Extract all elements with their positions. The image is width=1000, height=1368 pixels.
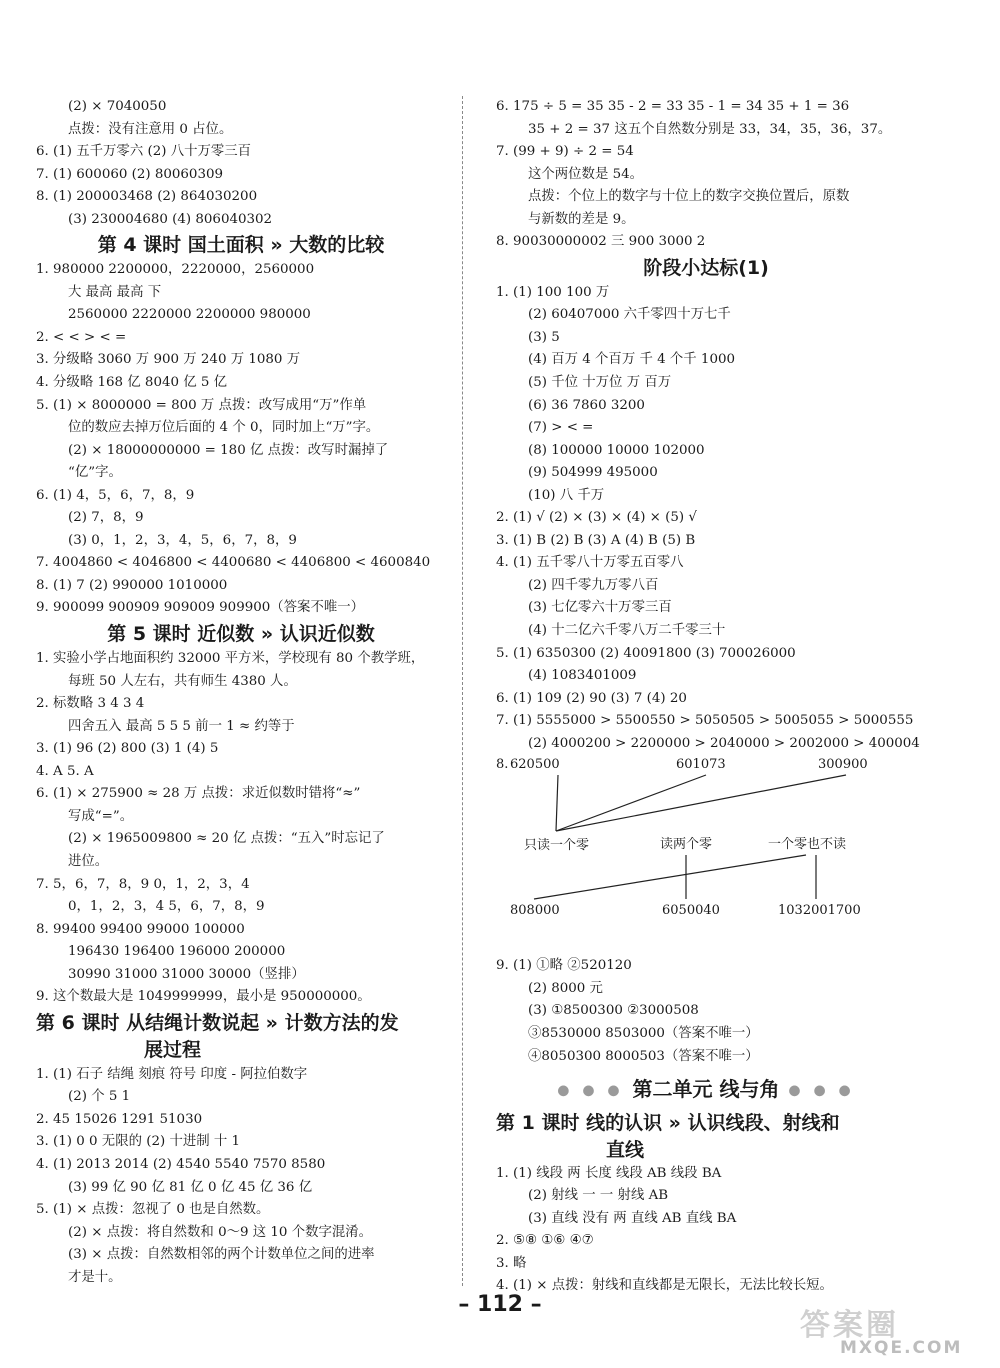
answer-item: 6. (1) 109 (2) 90 (3) 7 (4) 20: [496, 690, 687, 706]
lesson-heading: 阶段小达标(1): [643, 256, 769, 279]
answer-item: 3. 略: [496, 1255, 527, 1271]
right-bottom-section: [496, 955, 916, 1298]
answer-item: 3. 分级略 3060 万 900 万 240 万 1080 万: [36, 352, 301, 368]
right-top-section: [496, 96, 920, 755]
answer-item: 5. (1) × 点拨：忽视了 0 也是自然数。: [36, 1202, 270, 1218]
answer-item: 1. (1) 线段 两 长度 线段 AB 线段 BA: [496, 1165, 722, 1181]
answer-item: 4. (1) 2013 2014 (2) 4540 5540 7570 8580: [36, 1156, 326, 1172]
answer-item: 9. (1) ①略 ②520120: [496, 958, 632, 974]
right-column: [496, 96, 920, 1298]
answer-item: 2. 45 15026 1291 51030: [36, 1111, 203, 1127]
answer-subline: (4) 1083401009: [528, 668, 637, 684]
diagram-question-number: 8.: [496, 757, 509, 773]
lesson-heading: 第 1 课时 线的认识 » 认识线段、射线和: [496, 1111, 840, 1134]
answer-subline: 0，1，2，3，4 5，6，7，8，9: [68, 899, 265, 915]
answer-subline: (2) 8000 元: [528, 980, 603, 996]
answer-subline: (6) 36 7860 3200: [528, 397, 645, 413]
answer-subline: ④8050300 8000503（答案不唯一）: [528, 1048, 759, 1064]
answer-item: 9. 这个数最大是 1049999999，最小是 950000000。: [36, 989, 371, 1005]
lesson-heading: 第 4 课时 国土面积 » 大数的比较: [97, 234, 385, 257]
answer-item: 2. 标数略 3 4 3 4: [36, 696, 145, 712]
answer-item: 5. (1) × 8000000 = 800 万 点拨：改写成用“万”作单: [36, 397, 367, 413]
answer-item: 6. (1) 五千万零六 (2) 八十万零三百: [36, 144, 252, 160]
answer-subline: 点拨：个位上的数字与十位上的数字交换位置后，原数: [528, 189, 850, 205]
answer-subline: (2) 60407000 六千零四十万七千: [528, 307, 731, 323]
answer-subline: (3) 七亿零六十万零三百: [528, 600, 672, 616]
answer-item: 4. (1) 五千零八十万零五百零八: [496, 555, 684, 571]
answer-subline: (4) 百万 4 个百万 千 4 个千 1000: [528, 352, 736, 368]
answer-item: 3. (1) 0 0 无限的 (2) 十进制 十 1: [36, 1134, 241, 1150]
answer-item: 1. (1) 石子 结绳 刻痕 符号 印度 - 阿拉伯数字: [36, 1066, 308, 1082]
answer-subline: 每班 50 人左右，共有师生 4380 人。: [68, 673, 297, 689]
answer-subline: (2) 4000200 > 2200000 > 2040000 > 2002000 > 400004: [528, 735, 920, 751]
page-number: – 112 –: [458, 1292, 542, 1317]
answer-subline: (3) 0，1，2，3，4，5，6，7，8，9: [68, 532, 297, 548]
answer-subline: (2) × 1965009800 ≈ 20 亿 点拨：“五入”时忘记了: [68, 831, 385, 847]
answer-item: 1. (1) 100 100 万: [496, 284, 610, 300]
answer-subline: (5) 千位 十万位 万 百万: [528, 375, 672, 391]
answer-item: 8. (1) 7 (2) 990000 1010000: [36, 577, 228, 593]
answer-item: 7. (1) 5555000 > 5500550 > 5050505 > 5005055 > 5000555: [496, 713, 914, 729]
answer-subline: (9) 504999 495000: [528, 465, 658, 481]
answer-item: 8. 90030000002 三 900 3000 2: [496, 234, 706, 250]
answer-item: 7. (99 + 9) ÷ 2 = 54: [496, 144, 634, 160]
answer-subline: (10) 八 千万: [528, 487, 605, 503]
answer-subline: 与新数的差是 9。: [528, 211, 635, 227]
answer-subline: (2) 射线 一 一 射线 AB: [528, 1188, 669, 1204]
answer-item: 8. (1) 200003468 (2) 864030200: [36, 189, 258, 205]
answer-subline: 写成“=”。: [68, 808, 134, 824]
answer-subline: “亿”字。: [68, 465, 122, 481]
diagram-lines: [496, 755, 916, 955]
diagram-bottom-number: 6050040: [662, 903, 720, 919]
left-column: [36, 96, 446, 1289]
diagram-reading-category: 只读一个零: [524, 838, 590, 854]
lesson-heading-continued: 直线: [606, 1138, 645, 1161]
answer-subline: 这个两位数是 54。: [528, 166, 644, 182]
answer-subline: (2) × 7040050: [68, 99, 167, 114]
answer-subline: (3) 5: [528, 329, 560, 345]
answer-item: 4. 分级略 168 亿 8040 亿 5 亿: [36, 375, 228, 391]
diagram-top-number: 620500: [510, 757, 560, 773]
answer-subline: (2) 个 5 1: [68, 1089, 131, 1105]
column-divider: [462, 96, 463, 1286]
answer-item: 8. 99400 99400 99000 100000: [36, 921, 245, 937]
lesson-heading: 第 5 课时 近似数 » 认识近似数: [107, 623, 375, 646]
answer-subline: (2) 四千零九万零八百: [528, 577, 659, 593]
answer-item: 2. (1) √ (2) × (3) × (4) × (5) √: [496, 510, 697, 526]
answer-item: 2. < < > < =: [36, 329, 127, 345]
answer-item: 2. ⑤⑧ ①⑥ ④⑦: [496, 1233, 594, 1249]
answer-item: 3. (1) 96 (2) 800 (3) 1 (4) 5: [36, 741, 219, 757]
answer-subline: 才是十。: [68, 1269, 122, 1285]
answer-subline: 35 + 2 = 37 这五个自然数分别是 33，34，35，36，37。: [528, 121, 892, 137]
lesson-heading: 第 6 课时 从结绳计数说起 » 计数方法的发: [36, 1011, 399, 1034]
diagram-bottom-number: 1032001700: [778, 903, 861, 919]
matching-diagram: [496, 755, 916, 955]
answer-item: 7. (1) 600060 (2) 80060309: [36, 166, 224, 182]
answer-item: 3. (1) B (2) B (3) A (4) B (5) B: [496, 532, 696, 548]
answer-subline: (3) 99 亿 90 亿 81 亿 0 亿 45 亿 36 亿: [68, 1179, 313, 1195]
connector-line: [534, 855, 806, 899]
answer-subline: 进位。: [68, 853, 109, 869]
unit-dots-right: ● ● ●: [779, 1082, 855, 1099]
answer-subline: 2560000 2220000 2200000 980000: [68, 307, 311, 323]
answer-subline: (3) 230004680 (4) 806040302: [68, 211, 273, 227]
diagram-top-number: 300900: [818, 757, 868, 773]
answer-item: 6. (1) × 275900 ≈ 28 万 点拨：求近似数时错将“≈”: [36, 786, 361, 802]
diagram-reading-category: 一个零也不读: [768, 837, 847, 853]
answer-item: 6. (1) 4，5，6，7，8，9: [36, 487, 195, 503]
answer-subline: 四舍五入 最高 5 5 5 前一 1 ≈ 约等于: [68, 718, 295, 734]
unit-title: 第二单元 线与角: [632, 1077, 780, 1102]
answer-item: 4. A 5. A: [36, 763, 94, 779]
diagram-reading-category: 读两个零: [660, 837, 713, 853]
watermark-site: MXQE.COM: [840, 1338, 963, 1358]
answer-item: 4. (1) × 点拨：射线和直线都是无限长，无法比较长短。: [496, 1278, 833, 1294]
connector-line: [556, 775, 846, 831]
answer-subline: (3) × 点拨：自然数相邻的两个计数单位之间的进率: [68, 1247, 375, 1263]
watermark: [800, 1300, 990, 1360]
answer-subline: (4) 十二亿六千零八万二千零三十: [528, 623, 726, 639]
answer-item: 9. 900099 900909 909009 909900（答案不唯一）: [36, 600, 365, 616]
diagram-bottom-number: 808000: [510, 903, 560, 919]
answer-item: 7. 5，6，7，8，9 0，1，2，3，4: [36, 876, 250, 892]
answer-subline: 位的数应去掉万位后面的 4 个 0，同时加上“万”字。: [68, 420, 380, 436]
answer-subline: 30990 31000 31000 30000（竖排）: [68, 966, 305, 982]
answer-subline: (2) × 18000000000 = 180 亿 点拨：改写时漏掉了: [68, 442, 389, 458]
answer-subline: ③8530000 8503000（答案不唯一）: [528, 1025, 759, 1041]
answer-subline: (3) 直线 没有 两 直线 AB 直线 BA: [528, 1210, 737, 1226]
answer-subline: (7) > < =: [528, 420, 594, 436]
connector-line: [556, 775, 558, 831]
answer-subline: (2) 7，8，9: [68, 510, 144, 526]
answer-subline: 大 最高 最高 下: [68, 284, 162, 300]
answer-item: 1. 980000 2200000，2220000，2560000: [36, 262, 315, 278]
answer-subline: 点拨：没有注意用 0 占位。: [68, 121, 233, 137]
unit-dots-left: ● ● ●: [557, 1082, 633, 1099]
answer-item: 1. 实验小学占地面积约 32000 平方米，学校现有 80 个教学班，: [36, 651, 425, 667]
answer-item: 6. 175 ÷ 5 = 35 35 - 2 = 33 35 - 1 = 34 35 + 1 = 36: [496, 99, 850, 114]
answer-subline: 196430 196400 196000 200000: [68, 944, 286, 960]
answer-subline: (8) 100000 10000 102000: [528, 442, 705, 458]
answer-subline: (2) × 点拨：将自然数和 0～9 这 10 个数字混淆。: [68, 1224, 373, 1240]
unit-heading: [496, 1074, 916, 1106]
answer-item: 5. (1) 6350300 (2) 40091800 (3) 700026000: [496, 645, 796, 661]
watermark-logo: 答案圈: [800, 1308, 899, 1343]
lesson-heading-continued: 展过程: [144, 1038, 202, 1061]
connector-line: [556, 775, 706, 831]
answer-item: 7. 4004860 < 4046800 < 4400680 < 4406800 < 4600840: [36, 555, 431, 571]
answer-subline: (3) ①8500300 ②3000508: [528, 1003, 699, 1019]
diagram-top-number: 601073: [676, 757, 726, 773]
